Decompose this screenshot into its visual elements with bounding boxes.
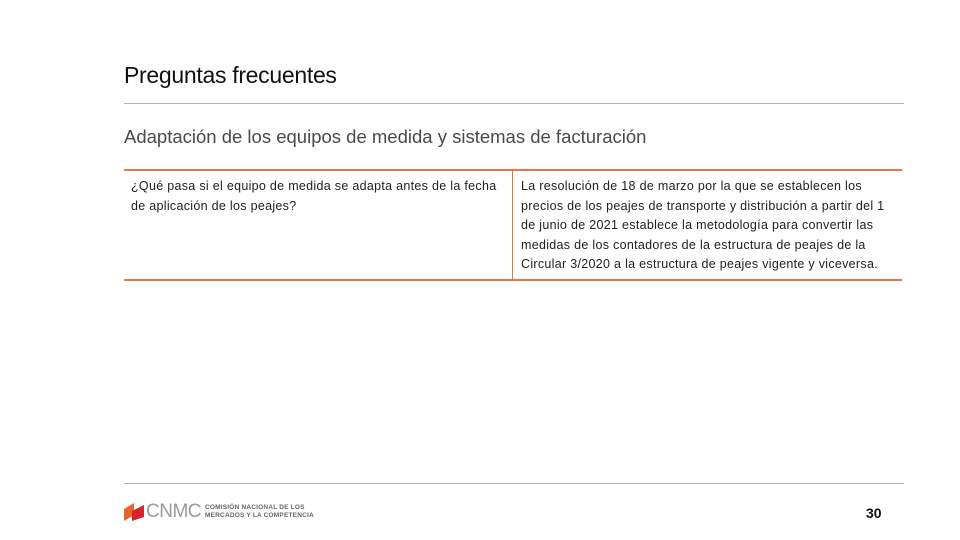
logo-line-1: COMISIÓN NACIONAL DE LOS (205, 504, 305, 511)
faq-table (124, 169, 902, 281)
page-number: 30 (866, 505, 882, 521)
footer-divider (124, 483, 904, 484)
cnmc-logo (124, 500, 314, 524)
faq-question: ¿Qué pasa si el equipo de medida se adapta antes de la fecha de aplicación de los peajes? (124, 171, 513, 279)
title-divider (124, 103, 904, 104)
page-title: Preguntas frecuentes (124, 62, 337, 88)
logo-line-2: MERCADOS Y LA COMPETENCIA (205, 512, 314, 519)
cnmc-logo-icon (124, 503, 144, 521)
faq-answer: La resolución de 18 de marzo por la que se establecen los precios de los peajes de transporte y distribución a partir del 1 de junio de 2021 establece la metodología para convertir las medidas de los contadores de la estructura de peajes de la Circular 3/2020 a la estructura de peajes vigente y viceversa. (521, 179, 885, 271)
logo-subtitle (205, 504, 314, 520)
logo-wordmark: CNMC (146, 501, 201, 522)
section-subtitle: Adaptación de los equipos de medida y sistemas de facturación (124, 126, 647, 147)
